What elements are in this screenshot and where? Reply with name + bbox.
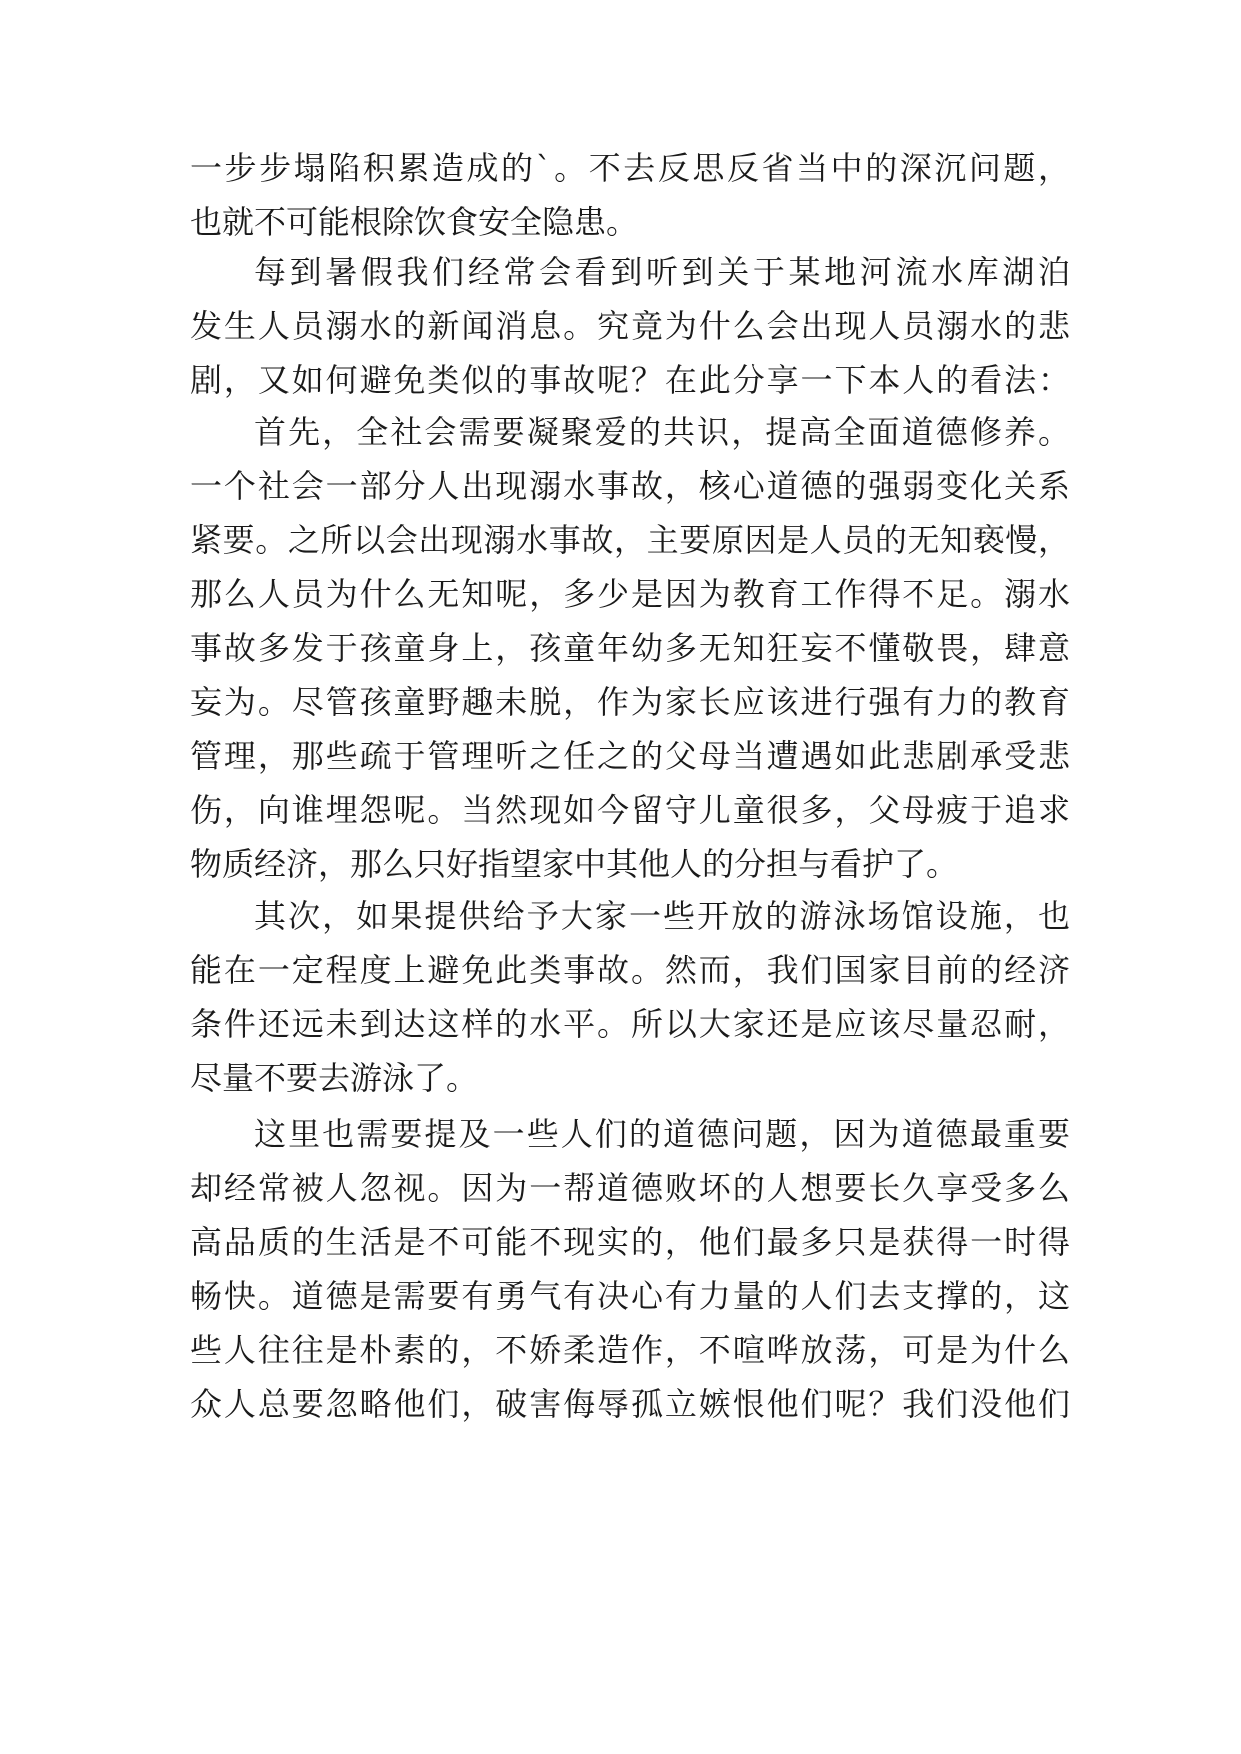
paragraph-first-line: 其次，如果提供给予大家一些开放的游泳场馆设施，也 (254, 897, 1070, 935)
text-line: 尽量不要去游泳了。 (190, 1059, 479, 1097)
text-line: 能在一定程度上避免此类事故。然而，我们国家目前的经济 (190, 951, 1070, 989)
text-line: 伤，向谁埋怨呢。当然现如今留守儿童很多，父母疲于追求 (190, 791, 1070, 829)
paragraph-first-line: 首先，全社会需要凝聚爱的共识，提高全面道德修养。 (254, 413, 1070, 451)
text-line: 众人总要忽略他们，破害侮辱孤立嫉恨他们呢？我们没他们 (190, 1385, 1070, 1423)
text-line: 发生人员溺水的新闻消息。究竟为什么会出现人员溺水的悲 (190, 307, 1070, 345)
text-line: 事故多发于孩童身上，孩童年幼多无知狂妄不懂敬畏，肆意 (190, 629, 1070, 667)
text-line: 那么人员为什么无知呢，多少是因为教育工作得不足。溺水 (190, 575, 1070, 613)
text-line: 妄为。尽管孩童野趣未脱，作为家长应该进行强有力的教育 (190, 683, 1070, 721)
text-line: 紧要。之所以会出现溺水事故，主要原因是人员的无知亵慢， (190, 521, 1070, 559)
text-line: 一步步塌陷积累造成的`。不去反思反省当中的深沉问题， (190, 149, 1070, 187)
text-line: 些人往往是朴素的，不娇柔造作，不喧哗放荡，可是为什么 (190, 1331, 1070, 1369)
text-line: 却经常被人忽视。因为一帮道德败坏的人想要长久享受多么 (190, 1169, 1070, 1207)
text-line: 剧，又如何避免类似的事故呢？在此分享一下本人的看法： (190, 361, 1070, 399)
text-line: 高品质的生活是不可能不现实的，他们最多只是获得一时得 (190, 1223, 1070, 1261)
paragraph-first-line: 每到暑假我们经常会看到听到关于某地河流水库湖泊 (254, 253, 1070, 291)
text-line: 畅快。道德是需要有勇气有决心有力量的人们去支撑的，这 (190, 1277, 1070, 1315)
text-line: 条件还远未到达这样的水平。所以大家还是应该尽量忍耐， (190, 1005, 1070, 1043)
paragraph-first-line: 这里也需要提及一些人们的道德问题，因为道德最重要 (254, 1115, 1070, 1153)
text-line: 物质经济，那么只好指望家中其他人的分担与看护了。 (190, 845, 959, 883)
text-line: 也就不可能根除饮食安全隐患。 (190, 203, 639, 241)
text-line: 管理，那些疏于管理听之任之的父母当遭遇如此悲剧承受悲 (190, 737, 1070, 775)
text-line: 一个社会一部分人出现溺水事故，核心道德的强弱变化关系 (190, 467, 1070, 505)
